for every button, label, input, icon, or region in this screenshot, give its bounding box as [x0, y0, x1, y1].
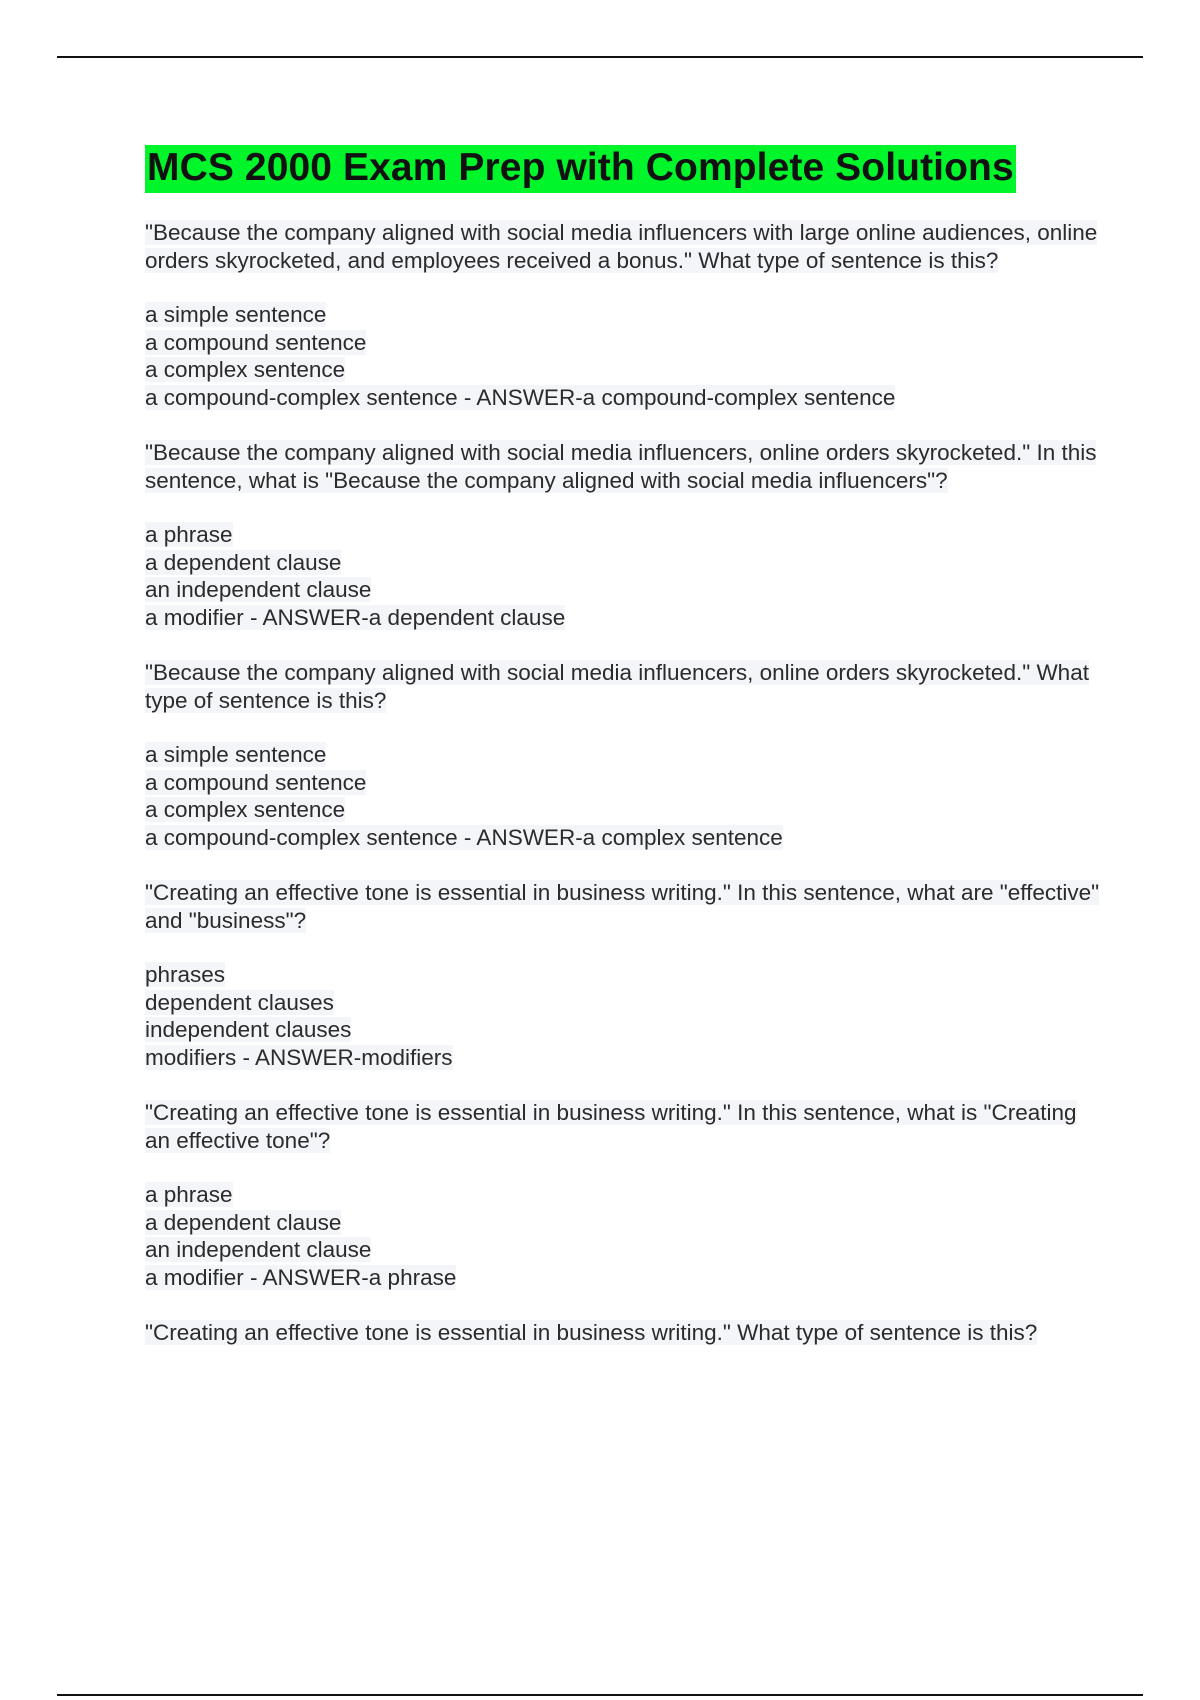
question-block: [145, 1099, 1105, 1291]
option-item: a complex sentence: [145, 357, 346, 382]
option-item: a simple sentence: [145, 302, 327, 327]
option-item: independent clauses: [145, 1017, 352, 1042]
bottom-rule: [57, 1694, 1143, 1696]
option-item: a dependent clause: [145, 1209, 342, 1235]
question-block: [145, 659, 1105, 851]
question-block: [145, 1319, 1105, 1347]
question-text: [145, 659, 1105, 714]
document-body: [145, 145, 1105, 1374]
option-item: dependent clauses: [145, 989, 334, 1015]
answer-options: [145, 521, 1105, 631]
document-title: MCS 2000 Exam Prep with Complete Solutions: [145, 145, 1016, 193]
answer-options: [145, 741, 1105, 851]
question-block: [145, 879, 1105, 1071]
option-item: a dependent clause: [145, 549, 342, 575]
title-block: [145, 145, 1105, 193]
question-text: [145, 1319, 1105, 1347]
question-text-content: "Because the company aligned with social media influencers, online orders skyrocketed." What type of sentence is this?: [145, 660, 1089, 713]
option-item-with-answer: a modifier - ANSWER-a phrase: [145, 1264, 457, 1290]
option-item: an independent clause: [145, 577, 372, 602]
question-text: [145, 879, 1105, 934]
option-item: a complex sentence: [145, 797, 346, 822]
option-item-with-answer: a compound-complex sentence - ANSWER-a complex sentence: [145, 824, 783, 850]
option-item-with-answer: modifiers - ANSWER-modifiers: [145, 1044, 453, 1070]
option-item: a phrase: [145, 1182, 233, 1207]
option-item: a phrase: [145, 522, 233, 547]
question-text-content: "Because the company aligned with social media influencers with large online audiences, online orders skyrocketed, and employees received a bonus." What type of sentence is this?: [145, 220, 1098, 273]
question-text-content: "Because the company aligned with social media influencers, online orders skyrocketed." In this sentence, what is "Because the company aligned with social media influencers"?: [145, 440, 1097, 493]
answer-options: [145, 961, 1105, 1071]
question-text: [145, 439, 1105, 494]
top-rule: [57, 56, 1143, 58]
answer-options: [145, 301, 1105, 411]
option-item-with-answer: a modifier - ANSWER-a dependent clause: [145, 604, 566, 630]
option-item: a compound sentence: [145, 769, 367, 795]
option-item-with-answer: a compound-complex sentence - ANSWER-a compound-complex sentence: [145, 384, 896, 410]
question-text-content: "Creating an effective tone is essential in business writing." In this sentence, what is "Creating an effective tone"?: [145, 1100, 1077, 1153]
question-text: [145, 219, 1105, 274]
option-item: a simple sentence: [145, 742, 327, 767]
question-text-content: "Creating an effective tone is essential in business writing." What type of sentence is this?: [145, 1320, 1038, 1345]
question-text-content: "Creating an effective tone is essential in business writing." In this sentence, what are "effective" and "business"?: [145, 880, 1100, 933]
question-block: [145, 439, 1105, 631]
question-text: [145, 1099, 1105, 1154]
option-item: phrases: [145, 962, 226, 987]
question-block: [145, 219, 1105, 411]
option-item: an independent clause: [145, 1237, 372, 1262]
answer-options: [145, 1181, 1105, 1291]
option-item: a compound sentence: [145, 329, 367, 355]
